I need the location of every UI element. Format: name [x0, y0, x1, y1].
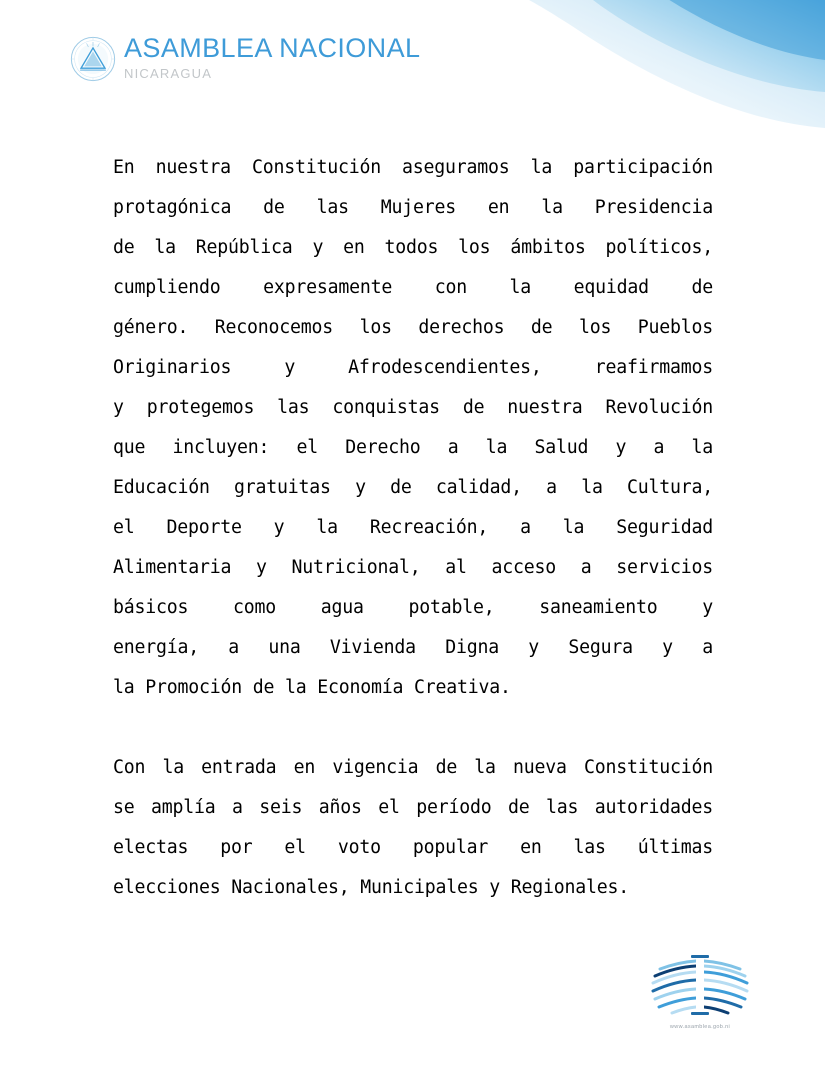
page-title: ASAMBLEA NACIONAL — [124, 33, 421, 63]
page-subtitle: NICARAGUA — [124, 66, 213, 82]
text-line: básicos como agua potable, saneamiento y — [113, 597, 713, 618]
header-text-block — [124, 34, 420, 80]
assembly-dome-icon — [650, 952, 750, 1018]
document-header — [70, 34, 420, 82]
text-line: En nuestra Constitución aseguramos la participación — [113, 157, 713, 178]
footer-url: www.asamblea.gob.ni — [669, 1024, 731, 1030]
text-line: energía, a una Vivienda Digna y Segura y a — [113, 637, 713, 658]
paragraph-1 — [113, 148, 713, 708]
document-body — [113, 148, 713, 908]
text-line: electas por el voto popular en las últimas — [113, 837, 713, 858]
text-line: cumpliendo expresamente con la equidad de — [113, 277, 713, 298]
text-line: género. Reconocemos los derechos de los Pueblos — [113, 317, 713, 338]
national-assembly-seal-icon — [70, 36, 116, 82]
text-line: Educación gratuitas y de calidad, a la Cultura, — [113, 477, 713, 498]
text-line: y protegemos las conquistas de nuestra Revolución — [113, 397, 713, 418]
paragraph-2 — [113, 748, 713, 908]
text-line: la Promoción de la Economía Creativa. — [113, 677, 511, 698]
text-line: que incluyen: el Derecho a la Salud y a la — [113, 437, 713, 458]
text-line: se amplía a seis años el período de las autoridades — [113, 797, 713, 818]
text-line: Originarios y Afrodescendientes, reafirmamos — [113, 357, 713, 378]
text-line: Alimentaria y Nutricional, al acceso a servicios — [113, 557, 713, 578]
text-line: elecciones Nacionales, Municipales y Regionales. — [113, 877, 629, 898]
footer-logo — [650, 952, 750, 1040]
text-line: de la República y en todos los ámbitos políticos, — [113, 237, 713, 258]
text-line: el Deporte y la Recreación, a la Seguridad — [113, 517, 713, 538]
text-line: Con la entrada en vigencia de la nueva Constitución — [113, 757, 713, 778]
text-line: protagónica de las Mujeres en la Presidencia — [113, 197, 713, 218]
